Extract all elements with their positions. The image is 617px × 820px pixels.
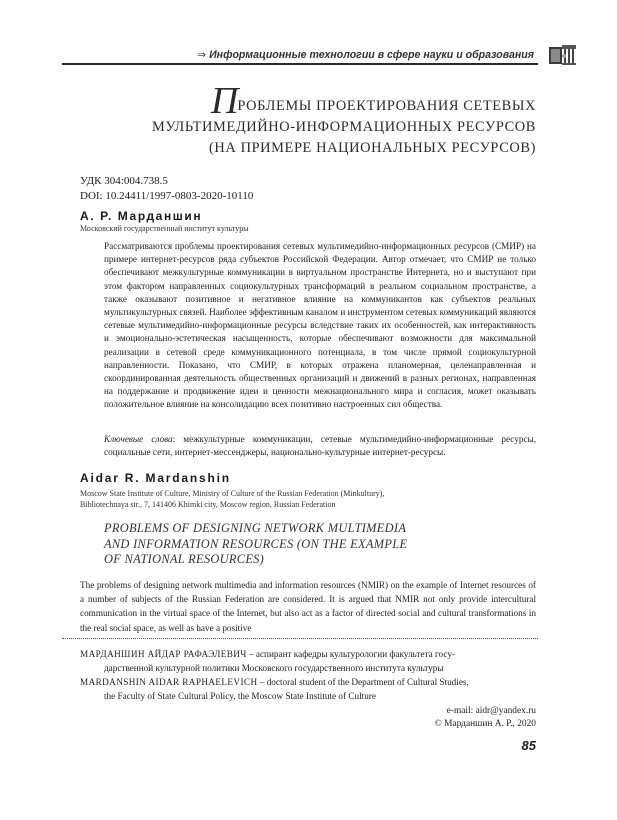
article-title [100, 80, 536, 159]
title-initial: П [210, 80, 239, 122]
bio-en-name: MARDANSHIN AIDAR RAPHAELEVICH [80, 677, 258, 687]
contact-email: e-mail: aidr@yandex.ru [446, 706, 536, 716]
abstract-ru: Рассматриваются проблемы проектирования сетевых мультимедийно-информационных ресурсов (СМИР) на примере интернет-ресурсов ряда субъектов Российской Федерации. Автор отмечает, что СМИР не только обеспечивают межкультурные коммуникации в виртуальном пространстве Интернета, но и выступают при этом фактором направленных социокультурных трансформаций в реальном социальном пространстве, а также оказывают позитивное и негативное влияние на коммуникантов как субъектов реальных мультикультурных связей. Наиболее эффективным каналом и инструментом сетевых коммуникаций являются сетевые мультимедийно-информационные ресурсы вследствие таких их особенностей, как интерактивность и эмоционально-эстетическая насыщенность, которые обеспечивают возможности для максимальной реализации в сетевой среде коммуникационного потенциала, в том числе прямой социокультурной направленности. Показано, что СМИР, в которых отражена планомерная, целенаправленная и скоординированная деятельность общественных организаций и движений в разных регионах, направленная на поддержание и продвижение идеи и ценности межнационального мира и согласия, может оказывать положительное влияние на консолидацию всех позитивно настроенных сил общества. [104, 241, 536, 410]
footnote-divider [62, 638, 538, 639]
title-line-3: (НА ПРИМЕРЕ НАЦИОНАЛЬНЫХ РЕСУРСОВ) [209, 140, 536, 156]
author-affiliation-en [80, 488, 550, 510]
udk: УДК 304:004.738.5 [80, 175, 168, 187]
bio-ru [80, 648, 536, 675]
copyright: © Марданшин А. Р., 2020 [434, 718, 536, 729]
keywords-ru [104, 433, 536, 459]
journal-logo-icon [548, 43, 578, 67]
page-number: 85 [521, 738, 536, 753]
bio-ru-name: МАРДАНШИН АЙДАР РАФАЭЛЕВИЧ [80, 649, 247, 659]
bio-ru-text-2: дарственной культурной политики Московского государственного института культуры [104, 662, 444, 673]
title-line-2: МУЛЬТИМЕДИЙНО-ИНФОРМАЦИОННЫХ РЕСУРСОВ [151, 119, 536, 135]
bio-en-text-1: – doctoral student of the Department of Cultural Studies, [257, 677, 469, 687]
abstract-en: The problems of designing network multimedia and information resources (NMIR) on the example of Internet resources of a number of subjects of the Russian Federation are considered. It is argued that NMIR not only provide intercultural communication in the virtual space of the Internet, but also act as a factor of directed social and cultural transformations in the real social space, as well as have a positive [80, 580, 536, 633]
author-affiliation-ru: Московский государственный институт культуры [80, 224, 249, 233]
title-en-line-1: PROBLEMS OF DESIGNING NETWORK MULTIMEDIA [104, 521, 407, 535]
journal-section: Информационные технологии в сфере науки и образования [209, 49, 534, 61]
bio-ru-text-1: – аспирант кафедры культурологии факультета госу- [246, 649, 455, 659]
doi: DOI: 10.24411/1997-0803-2020-10110 [80, 190, 254, 202]
author-name-ru: А. Р. Марданшин [80, 209, 203, 223]
affiliation-en-line-2: Bibliotechnaya str., 7, 141406 Khimki city, Moscow region, Russian Federation [80, 500, 336, 510]
running-header [190, 49, 534, 61]
title-line-1: ПРОБЛЕМЫ ПРОЕКТИРОВАНИЯ СЕТЕВЫХ [210, 80, 536, 122]
article-title-en [104, 521, 534, 568]
bio-en-text-2: the Faculty of State Cultural Policy, the Moscow State Institute of Culture [104, 690, 376, 701]
bio-en [80, 676, 536, 703]
keywords-label: Ключевые слова [104, 434, 173, 444]
title-en-line-3: OF NATIONAL RESOURCES) [104, 552, 265, 567]
contact-block [300, 705, 536, 731]
keywords-text: : межкультурные коммуникации, сетевые мультимедийно-информационные ресурсы, социальные сети, интернет-мессенджеры, национально-культурные интернет-ресурсы. [104, 434, 536, 458]
header-rule [62, 63, 538, 65]
title-en-line-2: AND INFORMATION RESOURCES (ON THE EXAMPLE [104, 536, 408, 551]
affiliation-en-line-1: Moscow State Institute of Culture, Ministry of Culture of the Russian Federation (Minkultury), [80, 489, 385, 498]
arrow-icon: ⇒ [197, 49, 207, 61]
author-name-en: Aidar R. Mardanshin [80, 471, 231, 485]
